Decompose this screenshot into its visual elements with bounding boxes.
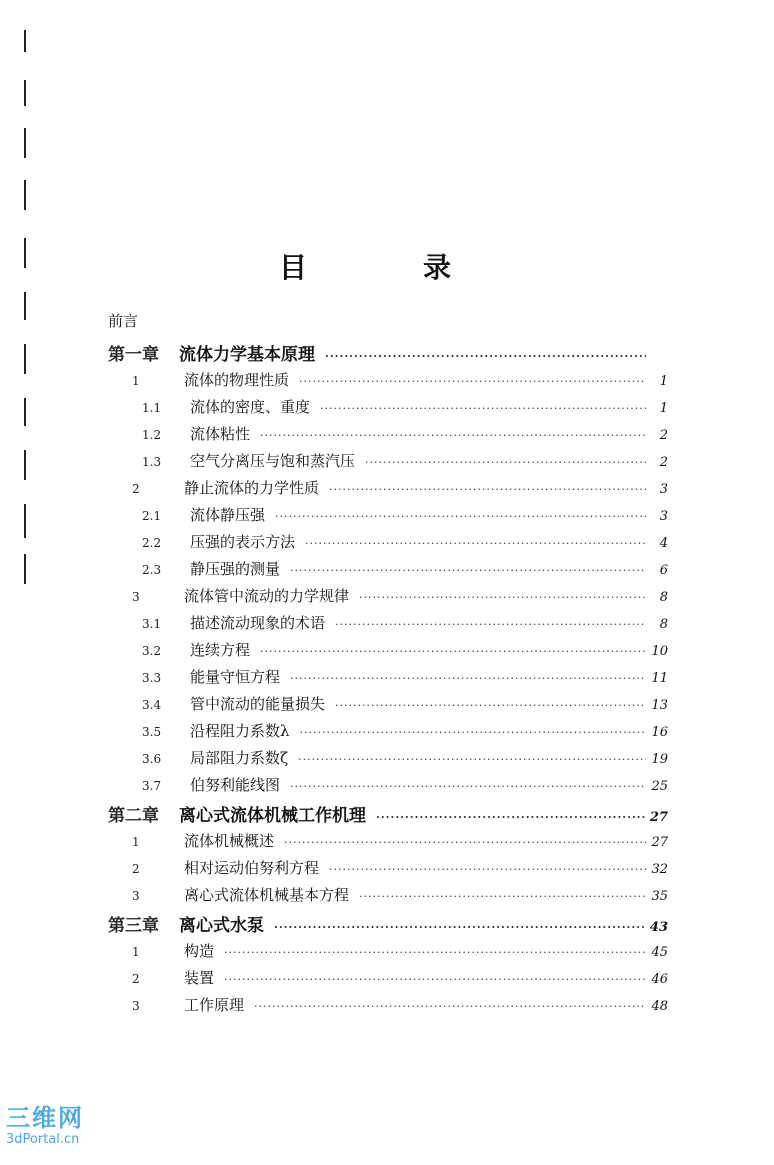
toc-entry-title: 流体静压强 (190, 506, 266, 524)
toc-entry-number: 3.3 (142, 671, 162, 685)
toc-page-number: 16 (651, 725, 668, 740)
toc-entry-title: 空气分离压与饱和蒸汽压 (190, 452, 356, 470)
toc-entry-number: 3 (132, 590, 140, 604)
toc-entry-number: 2 (132, 482, 140, 496)
toc-entry-title: 离心式流体机械工作机理 (179, 806, 366, 826)
toc-entry-number: 2.3 (142, 563, 162, 577)
toc-entry-title: 能量守恒方程 (190, 668, 281, 686)
dot-leader (320, 402, 646, 415)
toc-sec-row (108, 967, 668, 994)
binding-mark (24, 128, 26, 158)
toc-entry-number: 1.2 (142, 428, 162, 442)
dot-leader (260, 429, 646, 442)
page-title: 目 录 (278, 251, 495, 284)
toc-page-number: 1 (659, 374, 668, 389)
toc-entry-number: 3 (132, 889, 140, 903)
binding-mark (24, 554, 26, 584)
toc-chapter-row (108, 911, 668, 940)
toc-sub-row (108, 504, 668, 531)
toc-page-number: 25 (651, 779, 668, 794)
toc-sub-row (108, 531, 668, 558)
toc-page-number: 8 (659, 617, 668, 632)
toc-sub-row (108, 423, 668, 450)
toc-entry-title: 局部阻力系数ζ (190, 749, 289, 767)
toc-page-number: 4 (659, 536, 668, 551)
toc-sub-row (108, 774, 668, 801)
toc-entry-number: 3 (132, 999, 140, 1013)
toc-entry-number: 3.1 (142, 617, 162, 631)
toc-entry-number: 3.7 (142, 779, 162, 793)
toc-chapter-row (108, 340, 668, 369)
toc-page-number: 8 (659, 590, 668, 605)
watermark-top: 三维网 (6, 1104, 84, 1132)
toc-sub-row (108, 639, 668, 666)
toc-page-number: 2 (659, 455, 668, 470)
dot-leader (254, 1000, 646, 1013)
toc-sec-row (108, 830, 668, 857)
toc-entry-number: 第一章 (108, 345, 159, 365)
toc-page-number: 27 (649, 810, 668, 825)
toc-entry-number: 1.1 (142, 401, 162, 415)
toc-entry-title: 装置 (184, 969, 215, 987)
dot-leader (275, 510, 646, 523)
dot-leader (290, 780, 646, 793)
dot-leader (260, 645, 646, 658)
toc-entry-title: 压强的表示方法 (190, 533, 296, 551)
dot-leader (325, 350, 646, 363)
toc-entry-number: 3.4 (142, 698, 162, 712)
toc-entry-title: 管中流动的能量损失 (190, 695, 326, 713)
binding-mark (24, 180, 26, 210)
toc-sec-row (108, 940, 668, 967)
toc-page-number: 10 (651, 644, 668, 659)
toc-sub-row (108, 612, 668, 639)
toc-sec-row (108, 369, 668, 396)
toc-preface-row (108, 310, 668, 340)
toc-entry-title: 沿程阻力系数λ (190, 722, 290, 740)
toc-sub-row (108, 558, 668, 585)
binding-mark (24, 292, 26, 320)
dot-leader (299, 375, 646, 388)
toc-entry-number: 2 (132, 972, 140, 986)
toc-entry-number: 1 (132, 945, 140, 959)
dot-leader (335, 699, 646, 712)
toc-sec-row (108, 884, 668, 911)
toc-sub-row (108, 396, 668, 423)
dot-leader (224, 973, 646, 986)
dot-leader (335, 618, 646, 631)
binding-mark (24, 450, 26, 480)
toc-entry-number: 3.6 (142, 752, 162, 766)
toc-page-number: 3 (659, 509, 668, 524)
dot-leader (298, 753, 646, 766)
toc-page-number: 27 (651, 835, 668, 850)
dot-leader (274, 921, 646, 934)
toc-page-number: 32 (651, 862, 668, 877)
dot-leader (305, 537, 646, 550)
toc-entry-title: 构造 (184, 942, 215, 960)
toc-entry-title: 流体机械概述 (184, 832, 275, 850)
toc-page-number: 48 (651, 999, 668, 1014)
table-of-contents (108, 310, 668, 1021)
toc-entry-title: 伯努利能线图 (190, 776, 281, 794)
toc-entry-number: 1 (132, 835, 140, 849)
toc-entry-title: 流体的物理性质 (184, 371, 290, 389)
toc-page-number: 46 (651, 972, 668, 987)
toc-sec-row (108, 477, 668, 504)
toc-entry-title: 流体粘性 (190, 425, 251, 443)
dot-leader (300, 726, 646, 739)
toc-sec-row (108, 994, 668, 1021)
toc-entry-title: 工作原理 (184, 996, 245, 1014)
toc-sub-row (108, 720, 668, 747)
toc-entry-number: 2.2 (142, 536, 162, 550)
binding-mark (24, 80, 26, 106)
toc-page-number: 2 (659, 428, 668, 443)
dot-leader (329, 483, 646, 496)
toc-entry-title: 流体的密度、重度 (190, 398, 311, 416)
binding-mark (24, 504, 26, 538)
watermark-bottom: 3dPortal.cn (6, 1132, 80, 1147)
toc-entry-number: 第二章 (108, 806, 159, 826)
dot-leader (329, 863, 646, 876)
toc-page-number: 11 (651, 671, 668, 686)
binding-mark (24, 398, 26, 426)
toc-entry-title: 流体力学基本原理 (179, 345, 315, 365)
toc-sec-row (108, 585, 668, 612)
toc-page-number: 3 (659, 482, 668, 497)
toc-page-number: 1 (659, 401, 668, 416)
toc-entry-number: 1 (132, 374, 140, 388)
toc-entry-title: 离心式流体机械基本方程 (184, 886, 350, 904)
toc-page-number: 45 (651, 945, 668, 960)
toc-entry-title: 静止流体的力学性质 (184, 479, 320, 497)
dot-leader (284, 836, 646, 849)
toc-entry-title: 描述流动现象的术语 (190, 614, 326, 632)
toc-entry-title: 前言 (108, 312, 139, 330)
toc-entry-title: 连续方程 (190, 641, 251, 659)
toc-sub-row (108, 747, 668, 774)
watermark-logo (6, 1104, 116, 1160)
toc-entry-number: 3.5 (142, 725, 162, 739)
toc-page-number: 13 (651, 698, 668, 713)
dot-leader (359, 890, 646, 903)
toc-entry-number: 3.2 (142, 644, 162, 658)
toc-sub-row (108, 666, 668, 693)
toc-entry-title: 流体管中流动的力学规律 (184, 587, 350, 605)
toc-page-number: 43 (649, 920, 668, 935)
toc-entry-number: 1.3 (142, 455, 162, 469)
toc-entry-number: 2.1 (142, 509, 162, 523)
toc-sec-row (108, 857, 668, 884)
toc-sub-row (108, 450, 668, 477)
toc-entry-number: 2 (132, 862, 140, 876)
toc-entry-title: 离心式水泵 (179, 916, 264, 936)
dot-leader (290, 564, 646, 577)
toc-page-number: 6 (659, 563, 668, 578)
dot-leader (376, 811, 646, 824)
dot-leader (290, 672, 646, 685)
binding-marks (24, 30, 44, 590)
binding-mark (24, 30, 26, 52)
binding-mark (24, 344, 26, 374)
toc-chapter-row (108, 801, 668, 830)
dot-leader (359, 591, 646, 604)
toc-page-number: 19 (651, 752, 668, 767)
dot-leader (224, 946, 646, 959)
toc-entry-title: 静压强的测量 (190, 560, 281, 578)
toc-sub-row (108, 693, 668, 720)
dot-leader (365, 456, 646, 469)
toc-page-number: 35 (651, 889, 668, 904)
toc-entry-title: 相对运动伯努利方程 (184, 859, 320, 877)
toc-entry-number: 第三章 (108, 916, 159, 936)
